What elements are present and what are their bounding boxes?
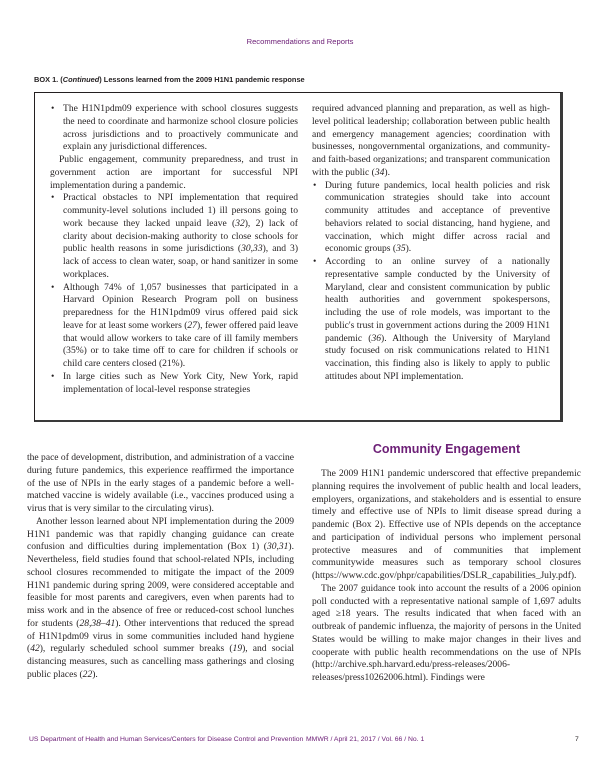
page-number: 7 [575, 736, 579, 743]
citation-reference: 19 [232, 643, 243, 655]
paragraph: the pace of development, distribution, and administration of a vaccine during future pandemics, this experience reaffirmed the importance of the use of NPIs in the early stages of a pandemic before a well-matched vaccine is widely available (i.e., vaccines produced using a virus that is very similar to the circulating virus). [27, 452, 294, 514]
text-run: According to an online survey of a nationally representative sample conducted by the University of Maryland, clear and consistent communication by public health authorities and government spokespersons, including the use of role models, was important to the public's trust in government actions during the 2009 H1N1 pandemic ( [325, 256, 550, 344]
citation-reference: 42 [30, 643, 40, 655]
bullet-item [312, 180, 550, 257]
paragraph [312, 103, 550, 180]
lessons-learned-box [34, 92, 563, 422]
text-run: required advanced planning and preparation, as well as high-level political leadership; collaboration between public health and emergency management agencies; coordination with businesses, nongovernmental organizations, and community- and faith-based organizations; and transparent communication with the public ( [312, 103, 550, 178]
text-run: ), fewer offered paid leave that would allow workers to take care of ill family members (35%) or to take time off to care for children if schools or child care centers closed (21%). [63, 319, 298, 369]
paragraph: The 2007 guidance took into account the results of a 2006 opinion poll conducted with a representative national sample of 1,697 adults aged ≥18 years. The results indicated that when faced with an outbreak of pandemic influenza, the majority of persons in the United States would be willing to make major changes in their lives and cooperate with public health recommendations on the use of NPIs (http://archive.sph.harvard.edu/press-releases/2006-releases/press10262006.html). Findings were [312, 582, 581, 683]
paragraph [27, 516, 294, 682]
running-head: Recommendations and Reports [246, 37, 354, 46]
text-run: ). Although the University of Maryland study focused on risk communications related to H1N1 vaccination, this finding also is likely to apply to public attitudes about NPI implementation. [325, 332, 550, 382]
bullet-item: • In large cities such as New York City, New York, rapid implementation of local-level response strategies [50, 371, 298, 397]
box-label: BOX 1. ( [34, 75, 63, 84]
text-run: ). [384, 166, 390, 178]
box-title-text: ) Lessons learned from the 2009 H1N1 pandemic response [99, 75, 305, 84]
box-title [34, 75, 305, 84]
bullet-item [312, 256, 550, 384]
citation-reference: 34 [374, 166, 385, 178]
citation-reference: 30,33 [241, 243, 263, 255]
text-run: ), and 3) lack of access to clean water, soap, or hand sanitizer in some workplaces. [63, 243, 299, 280]
box-continued-label: Continued [62, 75, 100, 84]
citation-reference: 27 [187, 319, 197, 331]
citation-reference: 28,38–41 [79, 617, 116, 629]
paragraph: Public engagement, community preparedness, and trust in government action are important for successful NPI implementation during a pandemic. [50, 154, 298, 191]
text-run: During future pandemics, local health policies and risk communication strategies should take into account community attitudes and acceptance of preventive behaviors related to social distancing, hand hygiene, and vaccination, which might differ across racial and economic groups ( [325, 179, 550, 255]
citation-reference: 36 [371, 332, 382, 344]
text-run: ). Nevertheless, field studies found that school-related NPIs, including school closures recommended to mitigate the impact of the 2009 H1N1 pandemic during spring 2009, were considered acceptable and feasible for most parents and caregivers, even when parents had to miss work and in the absence of free or reduced-cost school lunches for students ( [27, 541, 294, 629]
footer-journal-citation: MMWR / April 21, 2017 / Vol. 66 / No. 1 [306, 736, 425, 743]
footer-publisher: US Department of Health and Human Services/Centers for Disease Control and Prevention [29, 736, 304, 743]
bullet-item: • The H1N1pdm09 experience with school closures suggests the need to coordinate and harmonize school closure policies across jurisdictions and to proactively communicate and explain any jurisdictional differences. [50, 103, 298, 154]
text-run: ). Other interventions that reduced the spread of H1N1pdm09 virus in some communities included hand hygiene ( [27, 617, 294, 655]
main-right-column [312, 468, 581, 685]
citation-reference: 22 [82, 668, 93, 680]
bullet-item [50, 282, 298, 371]
citation-reference: 35 [396, 243, 406, 255]
paragraph: The 2009 H1N1 pandemic underscored that effective prepandemic planning requires the involvement of public health and local leaders, employers, organizations, and stakeholders and is essential to ensure timely and effective use of NPIs to limit disease spread during a pandemic (Box 2). Effective use of NPIs depends on the acceptance and participation of individual persons who implement personal protective measures and of communities that implement communitywide measures such as temporary school closures (https://www.cdc.gov/phpr/capabilities/DSLR_capabilities_July.pdf). [312, 468, 581, 581]
text-run: ), 2) lack of clarity about decision-making authority to close schools for public health reasons in some jurisdictions ( [63, 217, 298, 255]
citation-reference: 32 [235, 217, 245, 229]
bullet-item [50, 192, 298, 281]
text-run: ). [92, 668, 98, 680]
text-run: ). [405, 243, 412, 255]
box-left-column [50, 103, 298, 396]
text-run: ), and social distancing measures, such as cancelling mass gatherings and closing public places ( [27, 643, 294, 680]
text-run: Another lesson learned about NPI implementation during the 2009 H1N1 pandemic was that rapidly changing guidance can create confusion and difficulties during implementation (Box 1) ( [27, 515, 294, 553]
text-run: ), regularly scheduled school summer breaks ( [39, 643, 233, 655]
box-right-column [312, 103, 550, 384]
citation-reference: 30,31 [266, 541, 289, 553]
section-heading-community-engagement: Community Engagement [372, 442, 521, 456]
text-run: Although 74% of 1,057 businesses that participated in a Harvard Opinion Research Program poll on business preparedness for the H1N1pdm09 virus offered paid sick leave for at least some workers ( [63, 281, 298, 331]
text-run: Practical obstacles to NPI implementation that required community-level solutions included 1) ill persons going to work because they lacked unpaid leave ( [63, 192, 298, 229]
main-left-column [27, 452, 294, 682]
